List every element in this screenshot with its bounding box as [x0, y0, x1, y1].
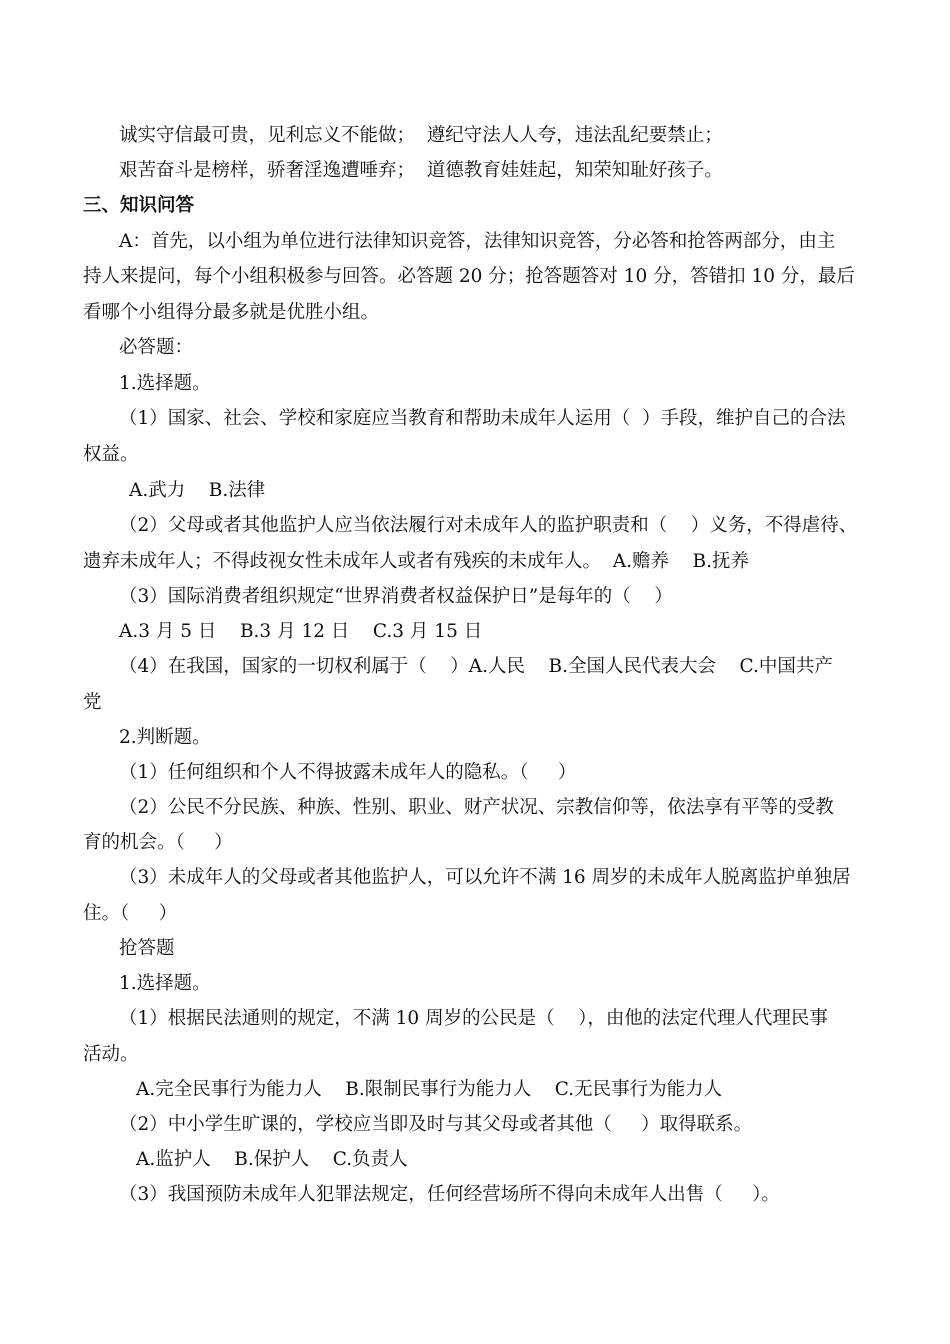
- question: （1）根据民法通则的规定，不满 10 周岁的公民是（ ），由他的法定代理人代理民事: [119, 1008, 828, 1029]
- answer-options: A.武力 B.法律: [129, 480, 266, 501]
- question-type: 1.选择题。: [119, 373, 211, 394]
- question-type: 1.选择题。: [119, 973, 211, 994]
- section-heading: 三、知识问答: [83, 195, 195, 216]
- question-continued: 党: [83, 692, 102, 713]
- text-line: 诚实守信最可贵，见利忘义不能做； 遵纪守法人人夸，违法乱纪要禁止；: [119, 125, 723, 146]
- question-continued: 育的机会。（ ）: [83, 832, 233, 853]
- text-line: 持人来提问，每个小组积极参与回答。必答题 20 分；抢答题答对 10 分，答错扣 10 分，最后: [83, 266, 855, 287]
- question-continued: 权益。: [83, 444, 139, 465]
- question: （4）在我国，国家的一切权利属于（ ）A.人民 B.全国人民代表大会 C.中国共产: [119, 656, 833, 677]
- text-line: 艰苦奋斗是榜样，骄奢淫逸遭唾弃； 道德教育娃娃起，知荣知耻好孩子。: [119, 160, 723, 181]
- question: （1）任何组织和个人不得披露未成年人的隐私。（ ）: [119, 762, 577, 783]
- question-continued: 遗弃未成年人；不得歧视女性未成年人或者有残疾的未成年人。 A.赡养 B.抚养: [83, 551, 750, 572]
- question: （3）我国预防未成年人犯罪法规定，任何经营场所不得向未成年人出售（ ）。: [119, 1184, 780, 1205]
- text-line: A：首先，以小组为单位进行法律知识竞答，法律知识竞答，分必答和抢答两部分，由主: [119, 231, 836, 252]
- question-type: 2.判断题。: [119, 727, 211, 748]
- answer-options: A.完全民事行为能力人 B.限制民事行为能力人 C.无民事行为能力人: [136, 1079, 723, 1100]
- subheading: 必答题：: [119, 337, 194, 358]
- question: （3）未成年人的父母或者其他监护人，可以允许不满 16 周岁的未成年人脱离监护单独居: [119, 867, 851, 888]
- question: （1）国家、社会、学校和家庭应当教育和帮助未成年人运用（ ）手段，维护自己的合法: [119, 408, 846, 429]
- text-line: 看哪个小组得分最多就是优胜小组。: [83, 302, 380, 323]
- question-continued: 住。（ ）: [83, 903, 178, 924]
- question: （2）公民不分民族、种族、性别、职业、财产状况、宗教信仰等，依法享有平等的受教: [119, 797, 834, 818]
- question: （2）父母或者其他监护人应当依法履行对未成年人的监护职责和（ ）义务，不得虐待、: [119, 515, 858, 536]
- answer-options: A.3 月 5 日 B.3 月 12 日 C.3 月 15 日: [119, 621, 483, 642]
- question: （3）国际消费者组织规定“世界消费者权益保护日”是每年的（ ）: [119, 586, 673, 607]
- answer-options: A.监护人 B.保护人 C.负责人: [136, 1149, 408, 1170]
- subheading: 抢答题: [119, 938, 175, 959]
- question-continued: 活动。: [83, 1044, 139, 1065]
- question: （2）中小学生旷课的，学校应当即及时与其父母或者其他（ ）取得联系。: [119, 1114, 753, 1135]
